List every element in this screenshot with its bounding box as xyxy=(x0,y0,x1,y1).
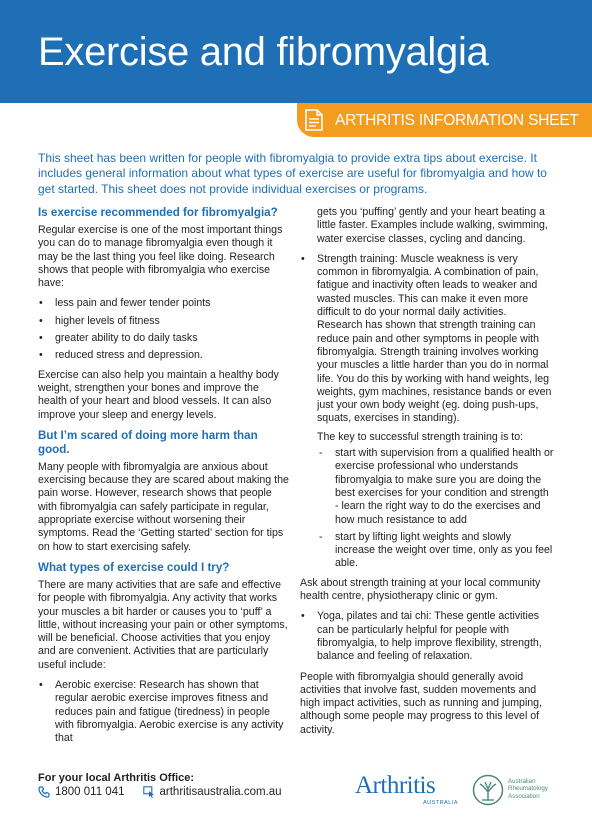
banner-label: ARTHRITIS INFORMATION SHEET xyxy=(335,112,579,129)
intro-paragraph: This sheet has been written for people with fibromyalgia to provide extra tips about exercise. It includes general information about what types of exercise are useful for fibromyalgia and how to get started. This sheet does not provide individual exercises or programs. xyxy=(38,151,547,196)
paragraph: Ask about strength training at your local community health centre, physiotherapy clinic or gym. xyxy=(300,576,541,603)
ara-line: Rheumatology xyxy=(508,785,548,793)
section-heading-types: What types of exercise could I try? xyxy=(38,560,230,574)
list-item: • less pain and fewer tender points xyxy=(38,297,290,310)
benefits-list xyxy=(38,297,290,362)
logo-subtext: AUSTRALIA xyxy=(423,800,459,806)
page-title: Exercise and fibromyalgia xyxy=(38,30,489,74)
tree-emblem-icon xyxy=(472,774,504,806)
info-sheet-banner xyxy=(297,103,592,137)
paragraph: Exercise can also help you maintain a healthy body weight, strengthen your bones and improve the health of your heart and blood vessels. It can also improve your sleep and energy levels. xyxy=(38,368,279,421)
paragraph: The key to successful strength training is to: xyxy=(317,430,524,443)
phone-icon xyxy=(38,786,50,798)
paragraph: Many people with fibromyalgia are anxious about exercising because they are scared about making the pain worse. However, research shows that people with fibromyalgia can safely participate in regular, appropriate exercise without worsening their symptoms. Read the ‘Getting started’ section for tips on how to start exercising safely. xyxy=(38,460,289,553)
website-link[interactable] xyxy=(143,786,282,798)
paragraph-continued: gets you ‘puffing’ gently and your heart beating a little faster. Examples include walking, swimming, water exercise classes, cycling and dancing. xyxy=(317,206,548,245)
list-item: - start by lifting light weights and slowly increase the weight over time, only as you feel able. xyxy=(317,531,554,571)
footer-contacts xyxy=(38,786,300,798)
list-item: - start with supervision from a qualified health or exercise professional who understands fibromyalgia to make sure you are doing the best exercises for your condition and strength - learn the right way to do the exercises and how much resistance to add xyxy=(317,447,554,527)
footer-office-label: For your local Arthritis Office: xyxy=(38,772,195,784)
right-column xyxy=(300,206,554,744)
strength-tips-list xyxy=(300,447,554,571)
cursor-click-icon xyxy=(143,786,155,798)
activity-list xyxy=(38,679,290,745)
paragraph: There are many activities that are safe and effective for people with fibromyalgia. Any activity that works your muscles a bit harder or causes you to ‘puff’ a little, without increasing your pain or other symptoms, will be beneficial. Choose activities that you enjoy and are convenient. Activities that are particularly useful include: xyxy=(38,578,288,671)
document-icon xyxy=(305,109,323,131)
paragraph: Regular exercise is one of the most important things you can do to manage fibromyalgia even though it may be the last thing you feel like doing. Research shows that people with fibromyalgia who exercise have: xyxy=(38,224,283,290)
list-item: • Aerobic exercise: Research has shown that regular aerobic exercise improves fitness and reduces pain and fatigue (tiredness) in people with fibromyalgia. Aerobic exercise is any activity that xyxy=(38,679,290,745)
rheumatology-association-logo xyxy=(472,772,582,808)
list-item: • Yoga, pilates and tai chi: These gentle activities can be particularly helpful for people with fibromyalgia, to help improve flexibility, strength, balance and feeling of relaxation. xyxy=(300,610,554,663)
ara-name xyxy=(508,778,548,800)
section-heading-recommended: Is exercise recommended for fibromyalgia? xyxy=(38,206,278,219)
phone-number: 1800 011 041 xyxy=(55,786,125,798)
phone-contact[interactable] xyxy=(38,786,125,798)
list-item: • reduced stress and depression. xyxy=(38,349,290,362)
yoga-list xyxy=(300,610,554,663)
website-url: arthritisaustralia.com.au xyxy=(159,786,282,798)
ara-line: Association xyxy=(508,792,540,800)
arthritis-australia-logo xyxy=(355,772,465,808)
ara-line: Australian xyxy=(508,778,536,785)
list-item: • Strength training: Muscle weakness is very common in fibromyalgia. A combination of pain, fatigue and inactivity often leads to weaker and wasted muscles. This can make it even more difficult to do your normal daily activities. Research has shown that strength training can reduce pain and other symptoms in people with fibromyalgia. Strength training involves working your muscles a little harder than you do in normal life. You do this by working with hand weights, leg weights, gym machines, resistance bands or even just your own body weight (eg. doing push-ups, squats, exercises in standing). xyxy=(300,253,554,426)
logo-wordmark: Arthritis xyxy=(355,772,436,799)
list-item: • higher levels of fitness xyxy=(38,315,290,328)
strength-list xyxy=(300,253,554,426)
header-bar xyxy=(0,0,592,103)
list-item: • greater ability to do daily tasks xyxy=(38,332,290,345)
section-heading-scared: But I’m scared of doing more harm than good. xyxy=(38,428,258,456)
left-column xyxy=(38,206,290,753)
paragraph: People with fibromyalgia should generally avoid activities that involve fast, sudden movements and high impact activities, such as running and jumping, although some people may progress to this level of activity. xyxy=(300,670,543,736)
